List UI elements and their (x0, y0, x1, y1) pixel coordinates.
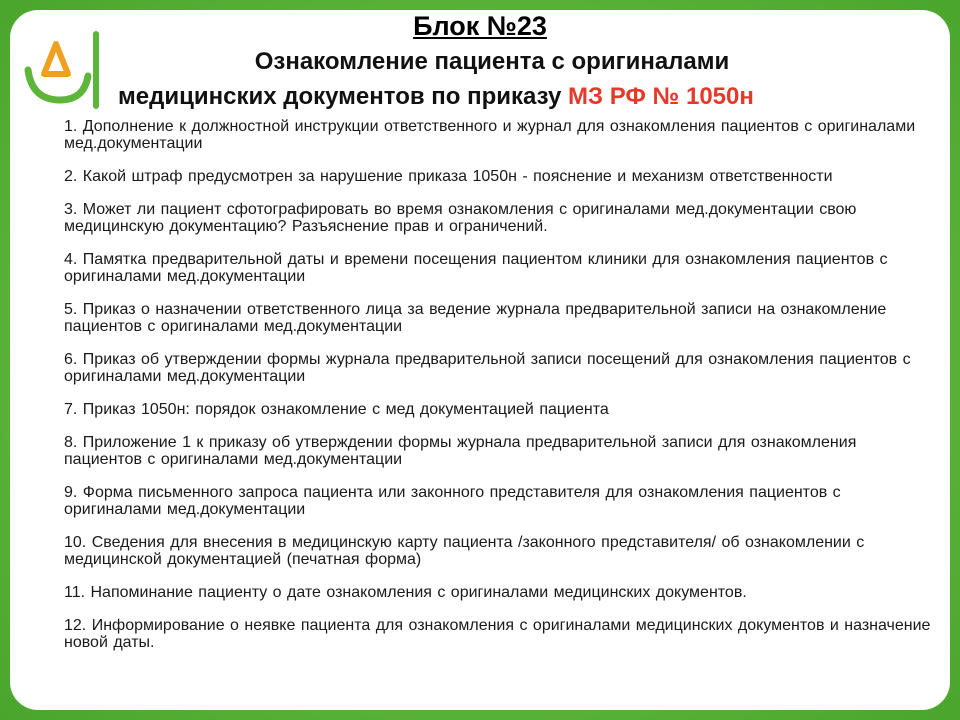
page-title: Блок №23 (413, 11, 547, 41)
list-item: 5. Приказ о назначении ответственного лица за ведение журнала предварительной записи на ознакомление пациентов с оригиналами мед.документации (64, 301, 887, 335)
list-item: 11. Напоминание пациенту о дате ознакомления с оригиналами медицинских документов. (64, 584, 747, 601)
subtitle-line-1: Ознакомление пациента с оригиналами (254, 48, 730, 75)
list-item: 7. Приказ 1050н: порядок ознакомление с мед документацией пациента (64, 401, 609, 418)
list-item: 6. Приказ об утверждении формы журнала предварительной записи посещений для ознакомления пациентов с оригиналами мед.документации (64, 351, 911, 385)
list-item: 10. Сведения для внесения в медицинскую карту пациента /законного представителя/ об ознакомлении с медицинской документацией (печатная форма) (64, 534, 865, 568)
subtitle-line-2 (118, 82, 918, 112)
items-list (64, 118, 934, 667)
list-item: 4. Памятка предварительной даты и времени посещения пациентом клиники для ознакомления пациентов с оригиналами мед.документации (64, 251, 888, 285)
list-item: 2. Какой штраф предусмотрен за нарушение приказа 1050н - пояснение и механизм ответственности (64, 168, 833, 185)
list-item: 9. Форма письменного запроса пациента или законного представителя для ознакомления пациентов с оригиналами мед.документации (64, 484, 841, 518)
subtitle-accent: МЗ РФ № 1050н (568, 83, 754, 110)
list-item: 12. Информирование о неявке пациента для ознакомления с оригиналами медицинских документов и назначение новой даты. (64, 617, 931, 651)
list-item: 8. Приложение 1 к приказу об утверждении формы журнала предварительной записи для ознакомления пациентов с оригиналами мед.документации (64, 434, 857, 468)
subtitle-line-2-text: медицинских документов по приказу (118, 83, 569, 110)
list-item: 3. Может ли пациент сфотографировать во время ознакомления с оригиналами мед.документации свою медицинскую документацию? Разъяснение прав и ограничений. (64, 201, 857, 235)
list-item: 1. Дополнение к должностной инструкции ответственного и журнал для ознакомления пациентов с оригиналами мед.документации (64, 118, 916, 152)
